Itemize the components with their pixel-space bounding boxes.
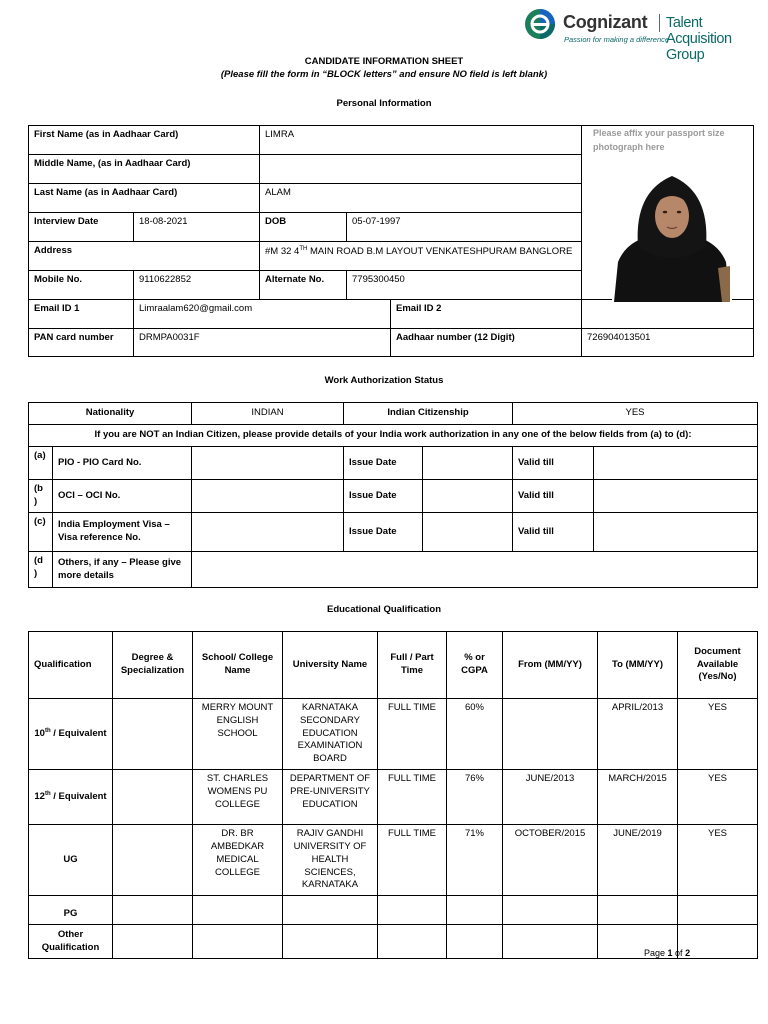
nationality-field[interactable]: INDIAN (192, 403, 344, 425)
page-of: of (672, 948, 686, 958)
visa-valid-till-field[interactable] (594, 513, 758, 552)
employment-visa-label: India Employment Visa – Visa reference No. (53, 513, 192, 552)
interview-date-field[interactable]: 18-08-2021 (134, 213, 260, 242)
issue-date-label: Issue Date (344, 513, 423, 552)
brand-name: Cognizant (563, 12, 648, 32)
percent-field[interactable] (447, 896, 503, 925)
qualification-name: Other Qualification (41, 928, 100, 953)
document-field[interactable]: YES (678, 699, 758, 770)
oci-valid-till-field[interactable] (594, 480, 758, 513)
mobile-field[interactable]: 9110622852 (134, 271, 260, 300)
header-percent: % or CGPA (447, 632, 503, 699)
to-field[interactable]: MARCH/2015 (598, 770, 678, 825)
document-field[interactable]: YES (678, 770, 758, 825)
nationality-label: Nationality (29, 403, 192, 425)
qualification-rest: / Equivalent (50, 791, 107, 803)
from-field[interactable] (503, 896, 598, 925)
university-field[interactable]: DEPARTMENT OF PRE-UNIVERSITY EDUCATION (283, 770, 378, 825)
passport-photo (612, 166, 732, 302)
university-field[interactable] (283, 925, 378, 959)
oci-issue-date-field[interactable] (423, 480, 513, 513)
form-title: CANDIDATE INFORMATION SHEET (304, 56, 464, 67)
first-name-label: First Name (as in Aadhaar Card) (29, 126, 260, 155)
qualification-name: PG (63, 908, 78, 920)
header-document: Document Available (Yes/No) (678, 632, 758, 699)
pan-label: PAN card number (29, 329, 134, 357)
header-university: University Name (283, 632, 378, 699)
others-field[interactable] (192, 552, 758, 588)
page-number (644, 948, 690, 958)
page-prefix: Page (644, 948, 668, 958)
email2-field[interactable] (582, 300, 754, 329)
education-section-title: Educational Qualification (326, 604, 441, 615)
photo-instruction: Please affix your passport size photograph here (593, 128, 725, 152)
degree-field[interactable] (113, 925, 193, 959)
qualification-cell (29, 825, 113, 896)
last-name-field[interactable]: ALAM (260, 184, 582, 213)
qualification-name: UG (63, 854, 78, 866)
qualification-cell (29, 770, 113, 825)
degree-field[interactable] (113, 770, 193, 825)
percent-field[interactable] (447, 925, 503, 959)
from-field[interactable] (503, 699, 598, 770)
form-instructions: (Please fill the form in “BLOCK letters” and ensure NO field is left blank) (220, 69, 548, 80)
issue-date-label: Issue Date (344, 480, 423, 513)
qualification-suffix: th (44, 791, 51, 798)
from-field[interactable] (503, 925, 598, 959)
pio-field[interactable] (192, 447, 344, 480)
aadhaar-label: Aadhaar number (12 Digit) (391, 329, 582, 357)
table-row (29, 896, 758, 925)
degree-field[interactable] (113, 825, 193, 896)
school-field[interactable] (193, 896, 283, 925)
degree-field[interactable] (113, 699, 193, 770)
time-field[interactable]: FULL TIME (378, 770, 447, 825)
to-field[interactable]: APRIL/2013 (598, 699, 678, 770)
valid-till-label: Valid till (513, 447, 594, 480)
education-table (28, 631, 758, 959)
pio-label: PIO - PIO Card No. (53, 447, 192, 480)
school-field[interactable] (193, 925, 283, 959)
option-letter: (c) (29, 513, 53, 552)
time-field[interactable] (378, 896, 447, 925)
from-field[interactable]: OCTOBER/2015 (503, 825, 598, 896)
citizenship-field[interactable]: YES (513, 403, 758, 425)
pio-issue-date-field[interactable] (423, 447, 513, 480)
page-total: 2 (685, 948, 691, 958)
header-degree: Degree & Specialization (113, 632, 193, 699)
table-row (29, 770, 758, 825)
percent-field[interactable]: 76% (447, 770, 503, 825)
pan-field[interactable]: DRMPA0031F (134, 329, 391, 357)
qualification-name: 10 (34, 728, 45, 740)
percent-field[interactable]: 71% (447, 825, 503, 896)
university-field[interactable]: KARNATAKA SECONDARY EDUCATION EXAMINATION BOARD (283, 699, 378, 770)
last-name-label: Last Name (as in Aadhaar Card) (29, 184, 260, 213)
middle-name-label: Middle Name, (as in Aadhaar Card) (29, 155, 260, 184)
middle-name-field[interactable] (260, 155, 582, 184)
school-field[interactable]: MERRY MOUNT ENGLISH SCHOOL (193, 699, 283, 770)
valid-till-label: Valid till (513, 480, 594, 513)
address-superscript: TH (299, 246, 308, 252)
visa-issue-date-field[interactable] (423, 513, 513, 552)
work-authorization-table (28, 402, 758, 588)
address-part-1: #M 32 4 (265, 246, 300, 258)
mobile-label: Mobile No. (29, 271, 134, 300)
degree-field[interactable] (113, 896, 193, 925)
option-letter: (b ) (29, 480, 53, 513)
citizenship-label: Indian Citizenship (344, 403, 513, 425)
others-label: Others, if any – Please give more details (53, 552, 192, 588)
brand-tagline: Passion for making a difference (564, 35, 670, 44)
time-field[interactable]: FULL TIME (378, 699, 447, 770)
university-field[interactable]: RAJIV GANDHI UNIVERSITY OF HEALTH SCIENCES, KARNATAKA (283, 825, 378, 896)
address-part-2: MAIN ROAD B.M LAYOUT VENKATESHPURAM BANGLORE (307, 246, 573, 258)
aadhaar-field[interactable]: 726904013501 (582, 329, 754, 357)
address-label: Address (29, 242, 260, 271)
qualification-cell (29, 699, 113, 770)
email1-label: Email ID 1 (29, 300, 134, 329)
dob-field[interactable]: 05-07-1997 (347, 213, 582, 242)
brand-group: Talent Acquisition Group (666, 15, 732, 63)
option-letter: (a) (29, 447, 53, 480)
personal-section-title: Personal Information (336, 98, 432, 109)
interview-date-label: Interview Date (29, 213, 134, 242)
first-name-field[interactable]: LIMRA (260, 126, 582, 155)
time-field[interactable]: FULL TIME (378, 825, 447, 896)
option-letter: (d ) (29, 552, 53, 588)
employment-visa-field[interactable] (192, 513, 344, 552)
percent-field[interactable]: 60% (447, 699, 503, 770)
pio-valid-till-field[interactable] (594, 447, 758, 480)
qualification-cell (29, 925, 113, 959)
address-field[interactable] (260, 242, 582, 271)
header-qualification: Qualification (29, 632, 113, 699)
dob-label: DOB (260, 213, 347, 242)
header-school: School/ College Name (193, 632, 283, 699)
brand-divider (659, 14, 660, 32)
email1-field[interactable]: Limraalam620@gmail.com (134, 300, 391, 329)
to-field[interactable]: JUNE/2019 (598, 825, 678, 896)
table-row (29, 699, 758, 770)
alternate-field[interactable]: 7795300450 (347, 271, 582, 300)
oci-field[interactable] (192, 480, 344, 513)
oci-label: OCI – OCI No. (53, 480, 192, 513)
qualification-rest: / Equivalent (50, 728, 107, 740)
header-time: Full / Part Time (378, 632, 447, 699)
time-field[interactable] (378, 925, 447, 959)
alternate-label: Alternate No. (260, 271, 347, 300)
qualification-name: 12 (34, 791, 45, 803)
cognizant-logo-icon (524, 8, 556, 40)
valid-till-label: Valid till (513, 513, 594, 552)
table-row (29, 825, 758, 896)
email2-label: Email ID 2 (391, 300, 582, 329)
school-field[interactable]: DR. BR AMBEDKAR MEDICAL COLLEGE (193, 825, 283, 896)
document-field[interactable] (678, 896, 758, 925)
header-to: To (MM/YY) (598, 632, 678, 699)
page-current: 1 (667, 948, 673, 958)
header-from: From (MM/YY) (503, 632, 598, 699)
non-citizen-note: If you are NOT an Indian Citizen, please provide details of your India work authorization in any one of the below fields from (a) to (d): (29, 425, 758, 447)
school-field[interactable]: ST. CHARLES WOMENS PU COLLEGE (193, 770, 283, 825)
document-field[interactable]: YES (678, 825, 758, 896)
issue-date-label: Issue Date (344, 447, 423, 480)
to-field[interactable] (598, 896, 678, 925)
work-section-title: Work Authorization Status (324, 375, 444, 386)
qualification-cell (29, 896, 113, 925)
university-field[interactable] (283, 896, 378, 925)
qualification-suffix: th (44, 728, 51, 735)
from-field[interactable]: JUNE/2013 (503, 770, 598, 825)
